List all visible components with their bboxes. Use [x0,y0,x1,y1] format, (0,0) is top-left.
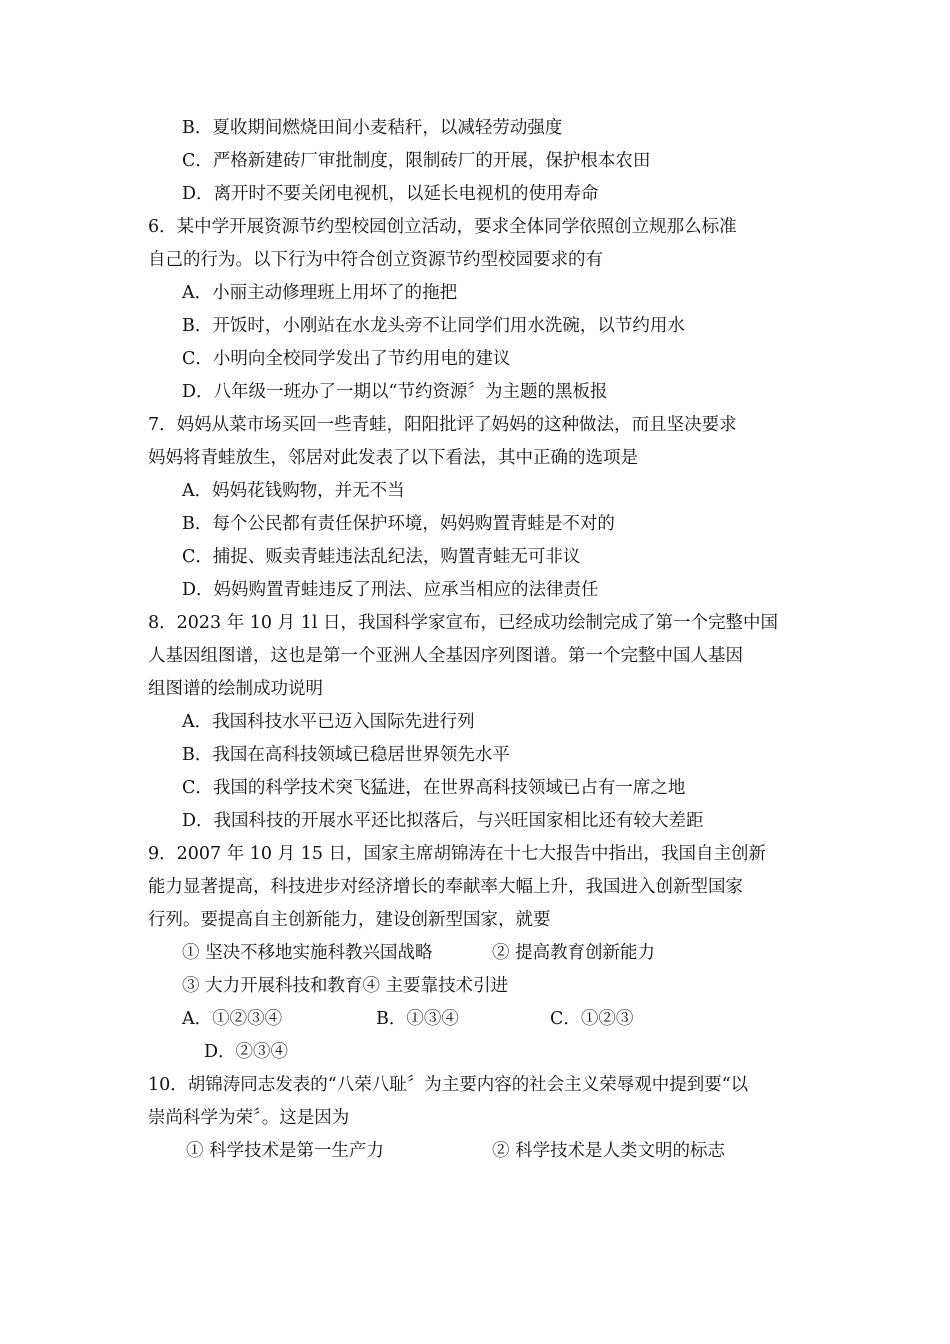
q9-item-1: ① 坚决不移地实施科教兴国战略 [182,943,433,963]
q5-option-d: D．离开时不要关闭电视机，以延长电视机的使用寿命 [182,184,599,204]
q8-stem-line: 人基因组图谱，这也是第一个亚洲人全基因序列图谱。第一个完整中国人基因 [148,646,743,666]
q9-item-2: ② 提高教育创新能力 [492,943,656,963]
q10-item-2: ② 科学技术是人类文明的标志 [492,1141,726,1161]
q9-stem-line: 9．2007 年 10 月 15 日，国家主席胡锦涛在十七大报告中指出，我国自主创新 [148,844,767,864]
q10-stem-line: 10．胡锦涛同志发表的“八荣八耻〞为主要内容的社会主义荣辱观中提到要“以 [148,1075,749,1095]
q10-stem-line: 崇尚科学为荣〞。这是因为 [148,1108,350,1128]
q7-option-b: B．每个公民都有责任保护环境，妈妈购置青蛙是不对的 [182,514,615,534]
q6-option-d: D．八年级一班办了一期以“节约资源〞为主题的黑板报 [182,382,608,402]
q8-option-d: D．我国科技的开展水平还比拟落后，与兴旺国家相比还有较大差距 [182,811,704,831]
q6-option-b: B．开饭时，小刚站在水龙头旁不让同学们用水洗碗，以节约用水 [182,316,685,336]
q8-stem-line: 8．2023 年 10 月 1l 日，我国科学家宣布，已经成功绘制完成了第一个完整中国 [148,613,778,633]
q6-stem-line: 自己的行为。以下行为中符合创立资源节约型校园要求的有 [148,250,603,270]
q9-stem-line: 能力显著提高，科技进步对经济增长的奉献率大幅上升，我国进入创新型国家 [148,877,743,897]
q5-option-c: C．严格新建砖厂审批制度，限制砖厂的开展，保护根本农田 [182,151,651,171]
q10-item-1: ① 科学技术是第一生产力 [186,1141,385,1161]
q6-option-c: C．小明向全校同学发出了节约用电的建议 [182,349,511,369]
q9-option-b: B．①③④ [376,1009,459,1029]
q7-option-c: C．捕捉、贩卖青蛙违法乱纪法，购置青蛙无可非议 [182,547,581,567]
q5-option-b: B．夏收期间燃烧田间小麦秸秆，以减轻劳动强度 [182,118,563,138]
q8-option-a: A．我国科技水平已迈入国际先进行列 [182,712,475,732]
q6-option-a: A．小丽主动修理班上用坏了的拖把 [182,283,458,303]
q7-option-d: D．妈妈购置青蛙违反了刑法、应承当相应的法律责任 [182,580,599,600]
q8-option-b: B．我国在高科技领域已稳居世界领先水平 [182,745,510,765]
q7-stem-line: 妈妈将青蛙放生，邻居对此发表了以下看法，其中正确的选项是 [148,448,638,468]
q6-stem-line: 6．某中学开展资源节约型校园创立活动，要求全体同学依照创立规那么标准 [148,217,737,237]
q9-item-3-4: ③ 大力开展科技和教育④ 主要靠技术引进 [182,976,509,996]
q7-option-a: A．妈妈花钱购物，并无不当 [182,481,405,501]
q9-option-d: D．②③④ [204,1042,289,1062]
q8-stem-line: 组图谱的绘制成功说明 [148,679,323,699]
q9-stem-line: 行列。要提高自主创新能力，建设创新型国家，就要 [148,910,551,930]
q7-stem-line: 7．妈妈从菜市场买回一些青蛙，阳阳批评了妈妈的这种做法，而且坚决要求 [148,415,737,435]
q9-option-a: A．①②③④ [182,1009,283,1029]
q9-option-c: C．①②③ [550,1009,634,1029]
q8-option-c: C．我国的科学技术突飞猛进，在世界高科技领域已占有一席之地 [182,778,686,798]
